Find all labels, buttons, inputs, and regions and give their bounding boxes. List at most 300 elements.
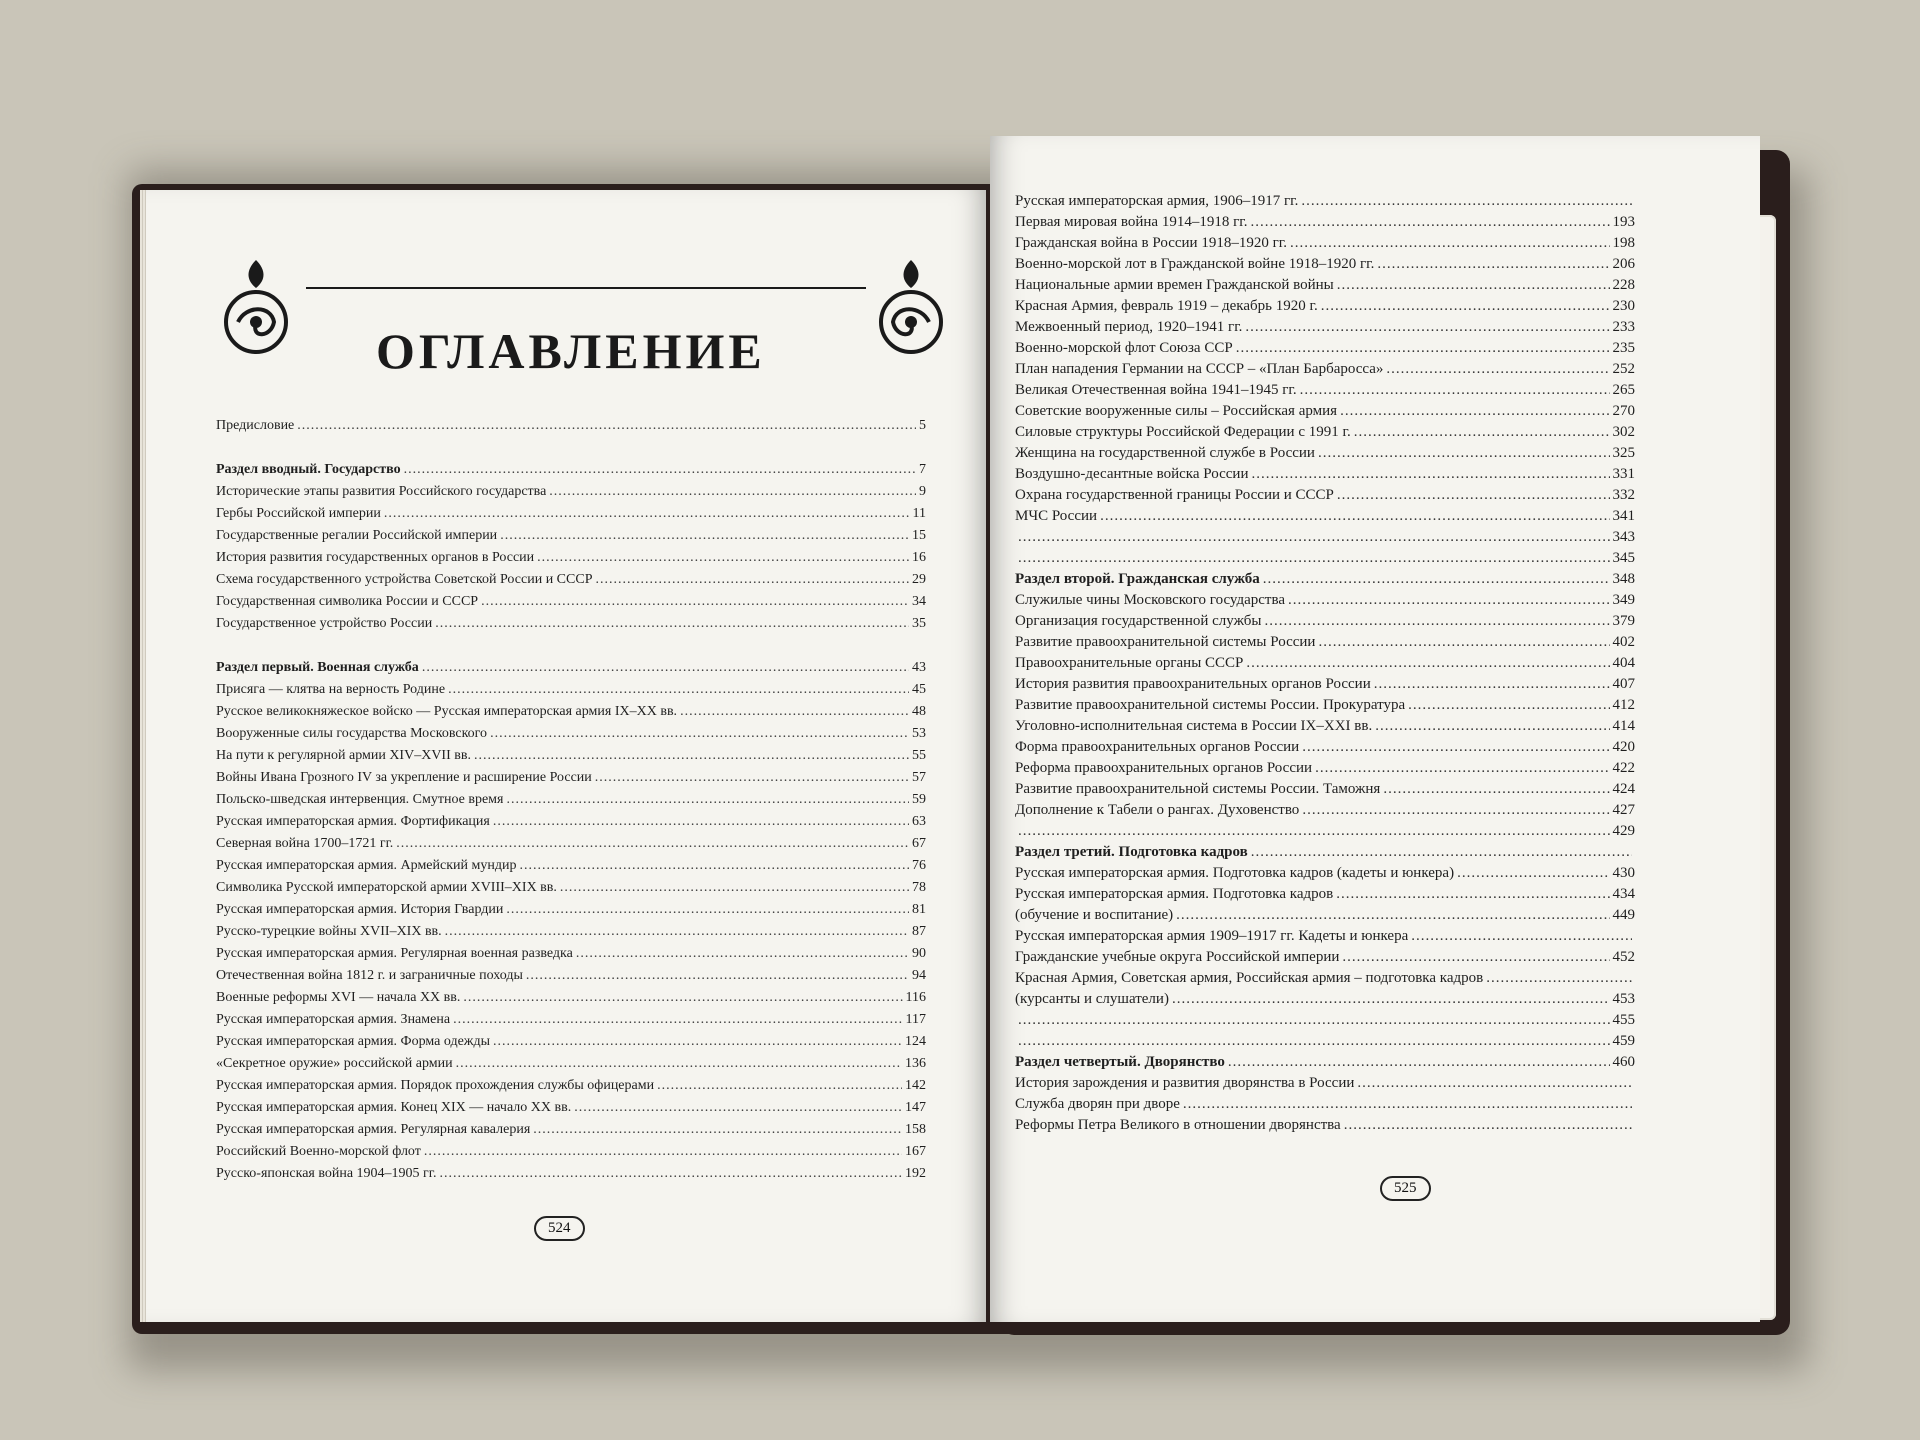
toc-entry-title: Красная Армия, февраль 1919 – декабрь 1920 г. [1015, 298, 1318, 314]
toc-entry [1015, 485, 1635, 506]
toc-entry-title: Советские вооруженные силы – Российская армия [1015, 403, 1338, 419]
toc-entry [1015, 989, 1635, 1010]
toc-entry-title: Охрана государственной границы России и СССР [1015, 487, 1334, 503]
toc-entry-title: Военно-морской лот в Гражданской войне 1918–1920 гг. [1015, 256, 1375, 272]
toc-entry-title: Раздел вводный. Государство [216, 462, 401, 477]
toc-entry [216, 767, 926, 789]
toc-entry [1015, 1073, 1635, 1094]
toc-leader-dots [297, 415, 916, 437]
toc-entry [1015, 926, 1635, 947]
toc-leader-dots [1250, 212, 1609, 233]
toc-entry-title: Первая мировая война 1914–1918 гг. [1015, 214, 1248, 230]
toc-page-number: 53 [912, 726, 926, 741]
toc-leader-dots [1301, 191, 1632, 212]
toc-page-number: 402 [1612, 634, 1635, 650]
toc-leader-dots [474, 745, 909, 767]
toc-leader-dots [1354, 422, 1610, 443]
toc-entry-title: Русская императорская армия 1909–1917 гг. Кадеты и юнкера [1015, 928, 1409, 944]
toc-page-number: 325 [1612, 445, 1635, 461]
toc-entry-title: Русско-турецкие войны XVII–XIX вв. [216, 924, 442, 939]
toc-leader-dots [1183, 1094, 1632, 1115]
toc-leader-dots [1336, 884, 1609, 905]
toc-leader-dots [506, 789, 909, 811]
toc-entry [216, 789, 926, 811]
toc-page-number: 90 [912, 946, 926, 961]
toc-entry-title: Развитие правоохранительной системы России. Прокуратура [1015, 697, 1406, 713]
toc-section-heading [1015, 1052, 1635, 1073]
toc-page-number: 34 [912, 594, 926, 609]
toc-leader-dots [435, 613, 909, 635]
toc-entry-title: Присяга — клятва на верность Родине [216, 682, 446, 697]
toc-entry [1015, 1094, 1635, 1115]
toc-leader-dots [1340, 401, 1609, 422]
toc-entry-title: (курсанты и слушатели) [1015, 991, 1169, 1007]
toc-leader-dots [1290, 233, 1610, 254]
toc-entry [216, 987, 926, 1009]
toc-entry [1015, 233, 1635, 254]
toc-page-number: 422 [1612, 760, 1635, 776]
toc-entry [216, 1031, 926, 1053]
toc-page-number: 198 [1612, 235, 1635, 251]
toc-entry-title: Женщина на государственной службе в России [1015, 445, 1315, 461]
toc-entry-title: МЧС России [1015, 508, 1098, 524]
toc-page-number: 424 [1612, 781, 1635, 797]
toc-entry-title: Польско-шведская интервенция. Смутное время [216, 792, 504, 807]
toc-leader-dots [1100, 506, 1609, 527]
toc-entry [1015, 632, 1635, 653]
toc-page-number: 420 [1612, 739, 1635, 755]
toc-leader-dots [453, 1009, 902, 1031]
toc-entry [216, 1097, 926, 1119]
toc-leader-dots [1457, 863, 1609, 884]
toc-entry [1015, 191, 1635, 212]
toc-page-number: 193 [1612, 214, 1635, 230]
toc-leader-dots [422, 657, 909, 679]
toc-page-number: 270 [1612, 403, 1635, 419]
toc-entry [216, 569, 926, 591]
toc-leader-dots [1302, 800, 1609, 821]
toc-page-number: 124 [905, 1034, 926, 1049]
toc-section-heading [1015, 842, 1635, 863]
toc-entry [1015, 653, 1635, 674]
page-title: ОГЛАВЛЕНИЕ [376, 323, 766, 379]
toc-page-number: 87 [912, 924, 926, 939]
toc-leader-dots [1321, 296, 1610, 317]
toc-page-number: 228 [1612, 277, 1635, 293]
toc-entry [216, 701, 926, 723]
toc-entry [216, 591, 926, 613]
toc-leader-dots [595, 569, 909, 591]
toc-leader-dots [384, 503, 910, 525]
toc-page-number: 459 [1612, 1033, 1635, 1049]
toc-entry [216, 745, 926, 767]
toc-entry [1015, 737, 1635, 758]
toc-entry-title: Русско-японская война 1904–1905 гг. [216, 1166, 437, 1181]
toc-leader-dots [1018, 821, 1610, 842]
toc-page-number: 158 [905, 1122, 926, 1137]
toc-page-number: 404 [1612, 655, 1635, 671]
toc-entry [1015, 947, 1635, 968]
toc-entry-title: Русская императорская армия. Порядок прохождения службы офицерами [216, 1078, 655, 1093]
toc-entry [1015, 884, 1635, 905]
toc-leader-dots [1374, 674, 1610, 695]
page-number: 525 [1380, 1176, 1431, 1201]
toc-entry [216, 547, 926, 569]
toc-entry [216, 899, 926, 921]
toc-entry-title: Силовые структуры Российской Федерации с 1991 г. [1015, 424, 1351, 440]
toc-entry [1015, 275, 1635, 296]
toc-page-number: 453 [1612, 991, 1635, 1007]
toc-leader-dots [1246, 653, 1609, 674]
toc-entry [1015, 359, 1635, 380]
toc-entry-title: Развитие правоохранительной системы России. Таможня [1015, 781, 1381, 797]
toc-entry-title: Уголовно-исполнительная система в России IX–XXI вв. [1015, 718, 1373, 734]
toc-leader-dots [519, 855, 909, 877]
toc-leader-dots [500, 525, 909, 547]
toc-page-number: 233 [1612, 319, 1635, 335]
toc-entry-title: Дополнение к Табели о рангах. Духовенство [1015, 802, 1300, 818]
toc-entry-title: Русская императорская армия, 1906–1917 гг. [1015, 193, 1299, 209]
toc-leader-dots [1337, 275, 1610, 296]
toc-leader-dots [1251, 842, 1632, 863]
toc-entry [1015, 611, 1635, 632]
right-page [990, 136, 1760, 1322]
toc-leader-dots [1264, 611, 1609, 632]
toc-entry-title: Гражданские учебные округа Российской империи [1015, 949, 1340, 965]
toc-page-number: 15 [912, 528, 926, 543]
toc-page-number: 348 [1612, 571, 1635, 587]
toc-page-number: 206 [1612, 256, 1635, 272]
toc-gap [216, 635, 926, 657]
toc-entry-title: Вооруженные силы государства Московского [216, 726, 488, 741]
toc-page-number: 349 [1612, 592, 1635, 608]
toc-leader-dots [439, 1163, 902, 1185]
toc-leader-dots [657, 1075, 902, 1097]
toc-page-number: 35 [912, 616, 926, 631]
toc-leader-dots [1018, 1031, 1610, 1052]
toc-page-number: 429 [1612, 823, 1635, 839]
toc-entry [1015, 716, 1635, 737]
toc-leader-dots [1302, 737, 1609, 758]
toc-entry [216, 1141, 926, 1163]
toc-leader-dots [1018, 548, 1610, 569]
toc-leader-dots [1344, 1115, 1632, 1136]
toc-entry [216, 1163, 926, 1185]
toc-entry-title: Русская императорская армия. История Гвардии [216, 902, 504, 917]
toc-entry-title: Предисловие [216, 418, 295, 433]
toc-entry [216, 415, 926, 437]
toc-leader-dots [1172, 989, 1610, 1010]
toc-entry-title: Исторические этапы развития Российского государства [216, 484, 547, 499]
toc-entry [1015, 380, 1635, 401]
toc-leader-dots [1337, 485, 1610, 506]
toc-page-number: 449 [1612, 907, 1635, 923]
toc-entry [1015, 779, 1635, 800]
toc-entry [216, 679, 926, 701]
floral-ornament-icon [216, 250, 296, 360]
toc-leader-dots [549, 481, 916, 503]
toc-leader-dots [1486, 968, 1632, 989]
toc-entry-title: Организация государственной службы [1015, 613, 1262, 629]
toc-leader-dots [1263, 569, 1610, 590]
toc-entry-title: Раздел четвертый. Дворянство [1015, 1054, 1225, 1070]
toc-entry-title: Воздушно-десантные войска России [1015, 466, 1249, 482]
toc-page-number: 407 [1612, 676, 1635, 692]
toc-page-number: 117 [905, 1012, 926, 1027]
toc-page-number: 460 [1612, 1054, 1635, 1070]
toc-entry [1015, 1031, 1635, 1052]
toc-page-number: 343 [1612, 529, 1635, 545]
toc-entry-title: Реформы Петра Великого в отношении дворянства [1015, 1117, 1341, 1133]
toc-leader-dots [574, 1097, 902, 1119]
toc-entry-title: История развития правоохранительных органов России [1015, 676, 1371, 692]
toc-leader-dots [456, 1053, 902, 1075]
toc-entry-title: Гражданская война в России 1918–1920 гг. [1015, 235, 1287, 251]
toc-page-number: 379 [1612, 613, 1635, 629]
toc-page-number: 192 [905, 1166, 926, 1181]
toc-entry [1015, 422, 1635, 443]
toc-leader-dots [1018, 527, 1610, 548]
toc-leader-dots [560, 877, 909, 899]
toc-entry-title: Военные реформы XVI — начала XX вв. [216, 990, 461, 1005]
toc-entry [216, 1075, 926, 1097]
toc-leader-dots [1342, 947, 1609, 968]
toc-page-number: 332 [1612, 487, 1635, 503]
toc-page-number: 59 [912, 792, 926, 807]
toc-leader-dots [424, 1141, 902, 1163]
toc-entry [1015, 338, 1635, 359]
toc-entry [1015, 800, 1635, 821]
toc-entry-title: Гербы Российской империи [216, 506, 381, 521]
toc-entry-title: Русская императорская армия. Подготовка кадров (кадеты и юнкера) [1015, 865, 1455, 881]
toc-page-number: 412 [1612, 697, 1635, 713]
toc-page-number: 63 [912, 814, 926, 829]
toc-page-number: 235 [1612, 340, 1635, 356]
toc-entry [1015, 590, 1635, 611]
toc-entry-title: Русская императорская армия. Регулярная кавалерия [216, 1122, 531, 1137]
toc-entry-title: Русская императорская армия. Знамена [216, 1012, 451, 1027]
toc-entry [1015, 695, 1635, 716]
toc-entry [216, 1009, 926, 1031]
toc-entry [1015, 821, 1635, 842]
toc-page-number: 16 [912, 550, 926, 565]
toc-entry-title: Форма правоохранительных органов России [1015, 739, 1300, 755]
toc-entry-title: Войны Ивана Грозного IV за укрепление и расширение России [216, 770, 592, 785]
toc-page-number: 78 [912, 880, 926, 895]
toc-entry [1015, 905, 1635, 926]
toc-page-number: 147 [905, 1100, 926, 1115]
toc-leader-dots [1408, 695, 1609, 716]
toc-leader-dots [1300, 380, 1610, 401]
toc-leader-dots [396, 833, 909, 855]
toc-entry-title: Русская императорская армия. Фортификация [216, 814, 490, 829]
toc-leader-dots [1228, 1052, 1610, 1073]
toc-leader-dots [1176, 905, 1609, 926]
toc-page-number: 11 [912, 506, 926, 521]
toc-entry [216, 503, 926, 525]
toc-entry [1015, 506, 1635, 527]
toc-entry [216, 921, 926, 943]
toc-entry-title: Раздел третий. Подготовка кадров [1015, 844, 1248, 860]
toc-leader-dots [1288, 590, 1609, 611]
toc-entry [1015, 863, 1635, 884]
toc-entry-title: (обучение и воспитание) [1015, 907, 1174, 923]
toc-page-number: 43 [912, 660, 926, 675]
toc-page-number: 414 [1612, 718, 1635, 734]
toc-page-number: 136 [905, 1056, 926, 1071]
toc-leader-dots [526, 965, 909, 987]
toc-entry-title: Государственная символика России и СССР [216, 594, 479, 609]
toc-page-number: 45 [912, 682, 926, 697]
toc-leader-dots [1377, 254, 1609, 275]
toc-page-number: 452 [1612, 949, 1635, 965]
toc-entry-title: Русская императорская армия. Конец XIX — начало XX вв. [216, 1100, 572, 1115]
toc-page-number: 55 [912, 748, 926, 763]
toc-section-heading [216, 459, 926, 481]
toc-entry-title: Русская императорская армия. Регулярная военная разведка [216, 946, 573, 961]
toc-leader-dots [463, 987, 902, 1009]
toc-entry-title: Российский Военно-морской флот [216, 1144, 421, 1159]
toc-list [216, 415, 926, 1185]
toc-leader-dots [1245, 317, 1609, 338]
toc-page-number: 427 [1612, 802, 1635, 818]
toc-leader-dots [481, 591, 909, 613]
toc-leader-dots [1318, 632, 1609, 653]
toc-entry [1015, 296, 1635, 317]
toc-entry [1015, 464, 1635, 485]
toc-leader-dots [1018, 1010, 1610, 1031]
toc-entry [216, 525, 926, 547]
toc-page-number: 76 [912, 858, 926, 873]
toc-page-number: 341 [1612, 508, 1635, 524]
toc-leader-dots [1383, 779, 1609, 800]
toc-entry [216, 965, 926, 987]
toc-entry [1015, 212, 1635, 233]
toc-entry [1015, 443, 1635, 464]
toc-leader-dots [506, 899, 909, 921]
toc-entry-title: Отечественная война 1812 г. и заграничные походы [216, 968, 523, 983]
toc-leader-dots [1236, 338, 1610, 359]
toc-entry-title: План нападения Германии на СССР – «План Барбаросса» [1015, 361, 1384, 377]
toc-entry-title: Русское великокняжеское войско — Русская императорская армия IX–XX вв. [216, 704, 678, 719]
toc-entry [216, 481, 926, 503]
toc-entry-title: Русская императорская армия. Армейский мундир [216, 858, 517, 873]
toc-entry-title: Красная Армия, Советская армия, Российская армия – подготовка кадров [1015, 970, 1484, 986]
toc-leader-dots [1251, 464, 1609, 485]
toc-entry [216, 1053, 926, 1075]
toc-entry-title: Северная война 1700–1721 гг. [216, 836, 394, 851]
toc-page-number: 167 [905, 1144, 926, 1159]
toc-leader-dots [576, 943, 909, 965]
toc-entry-title: Правоохранительные органы СССР [1015, 655, 1244, 671]
toc-entry-title: Раздел первый. Военная служба [216, 660, 419, 675]
toc-page-number: 434 [1612, 886, 1635, 902]
toc-gap [216, 437, 926, 459]
toc-entry [216, 1119, 926, 1141]
toc-page-number: 345 [1612, 550, 1635, 566]
toc-entry-title: Великая Отечественная война 1941–1945 гг. [1015, 382, 1297, 398]
toc-leader-dots [1411, 926, 1632, 947]
toc-entry [1015, 674, 1635, 695]
toc-page-number: 142 [905, 1078, 926, 1093]
toc-leader-dots [680, 701, 909, 723]
toc-leader-dots [1357, 1073, 1632, 1094]
toc-page-number: 7 [919, 462, 926, 477]
toc-entry [216, 833, 926, 855]
toc-page-number: 430 [1612, 865, 1635, 881]
toc-page-number: 94 [912, 968, 926, 983]
toc-leader-dots [1375, 716, 1609, 737]
toc-page-number: 57 [912, 770, 926, 785]
toc-entry-title: Развитие правоохранительной системы России [1015, 634, 1316, 650]
toc-entry-title: История развития государственных органов в России [216, 550, 535, 565]
toc-leader-dots [595, 767, 909, 789]
toc-entry [216, 943, 926, 965]
toc-page-number: 48 [912, 704, 926, 719]
toc-entry [1015, 968, 1635, 989]
toc-entry-title: Раздел второй. Гражданская служба [1015, 571, 1260, 587]
toc-entry-title: Военно-морской флот Союза ССР [1015, 340, 1233, 356]
toc-entry [1015, 527, 1635, 548]
toc-entry [1015, 1010, 1635, 1031]
toc-entry-title: Русская императорская армия. Форма одежды [216, 1034, 491, 1049]
toc-page-number: 9 [919, 484, 926, 499]
toc-entry-title: Межвоенный период, 1920–1941 гг. [1015, 319, 1243, 335]
toc-leader-dots [1386, 359, 1609, 380]
toc-entry [1015, 1115, 1635, 1136]
page-number: 524 [534, 1216, 585, 1241]
floral-ornament-icon [871, 250, 951, 360]
toc-section-heading [1015, 569, 1635, 590]
toc-page-number: 455 [1612, 1012, 1635, 1028]
toc-entry [216, 877, 926, 899]
toc-entry-title: «Секретное оружие» российской армии [216, 1056, 453, 1071]
toc-leader-dots [490, 723, 909, 745]
toc-section-heading [216, 657, 926, 679]
toc-entry-title: Государственное устройство России [216, 616, 433, 631]
toc-entry-title: На пути к регулярной армии XIV–XVII вв. [216, 748, 471, 763]
toc-page-number: 331 [1612, 466, 1635, 482]
toc-entry-title: Реформа правоохранительных органов России [1015, 760, 1313, 776]
toc-entry [1015, 758, 1635, 779]
toc-entry-title: Служба дворян при дворе [1015, 1096, 1180, 1112]
toc-leader-dots [445, 921, 909, 943]
toc-leader-dots [404, 459, 916, 481]
toc-leader-dots [1318, 443, 1610, 464]
toc-leader-dots [493, 1031, 902, 1053]
toc-page-number: 67 [912, 836, 926, 851]
toc-leader-dots [493, 811, 909, 833]
toc-page-number: 230 [1612, 298, 1635, 314]
toc-entry-title: Русская императорская армия. Подготовка кадров [1015, 886, 1334, 902]
toc-entry [216, 855, 926, 877]
toc-page-number: 29 [912, 572, 926, 587]
toc-page-number: 116 [905, 990, 926, 1005]
toc-entry-title: Национальные армии времен Гражданской войны [1015, 277, 1334, 293]
toc-leader-dots [533, 1119, 902, 1141]
toc-entry [1015, 401, 1635, 422]
toc-entry-title: Символика Русской императорской армии XVIII–XIX вв. [216, 880, 557, 895]
toc-page-number: 5 [919, 418, 926, 433]
toc-entry-title: Служилые чины Московского государства [1015, 592, 1286, 608]
toc-page-number: 265 [1612, 382, 1635, 398]
toc-leader-dots [448, 679, 909, 701]
left-page [146, 190, 986, 1322]
toc-leader-dots [537, 547, 909, 569]
toc-entry [216, 613, 926, 635]
toc-page-number: 252 [1612, 361, 1635, 377]
toc-entry [216, 811, 926, 833]
